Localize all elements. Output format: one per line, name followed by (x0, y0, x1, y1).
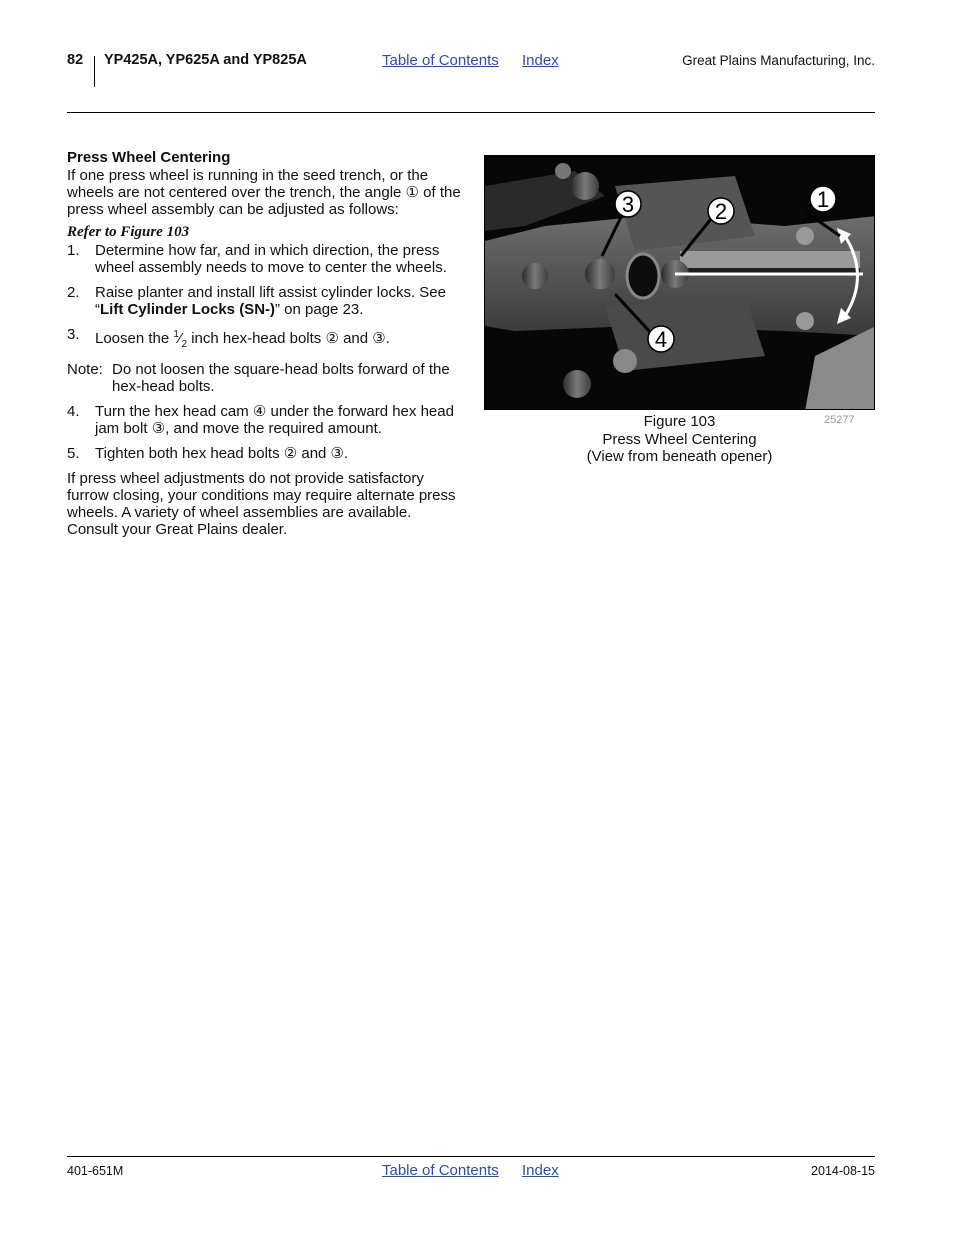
square-head-bolt-top (571, 172, 599, 200)
page-number: 82 (67, 52, 84, 68)
note-label: Note: (67, 361, 103, 378)
callout-2 (708, 198, 734, 224)
square-head-bolt-bottom (563, 370, 591, 398)
bolt-right-upper (796, 227, 814, 245)
step-text: Determine how far, and in which direction, the press wheel assembly needs to move to center the wheels. (95, 242, 447, 276)
document-date: 2014-08-15 (811, 1164, 875, 1178)
step-text-pre: Loosen the (95, 330, 174, 347)
bolt-right-lower (796, 312, 814, 330)
step-number: 4. (67, 403, 80, 420)
fraction-numerator: 1 (173, 329, 179, 340)
callout-4 (648, 326, 674, 352)
step-number: 1. (67, 242, 80, 259)
header-divider (94, 56, 95, 87)
step-2 (67, 284, 462, 318)
footer-index-link[interactable]: Index (522, 1162, 559, 1179)
instructions-column (67, 149, 462, 538)
section-title: Press Wheel Centering (67, 149, 231, 166)
header-rule (67, 112, 875, 113)
step-text (95, 326, 462, 353)
step-text: Turn the hex head cam ④ under the forward hex head jam bolt ③, and move the required amount. (95, 403, 454, 437)
callout-1 (810, 186, 836, 212)
note (67, 361, 462, 395)
fraction-slash: ⁄ (178, 330, 182, 347)
center-hole (627, 254, 659, 298)
header-toc-link[interactable]: Table of Contents (382, 52, 499, 69)
step-text (95, 284, 462, 318)
caption-title: Press Wheel Centering (602, 430, 757, 448)
document-number: 401-651M (67, 1164, 124, 1178)
bolt-top-left (555, 163, 571, 179)
document-title: YP425A, YP625A and YP825A (104, 52, 307, 68)
step-number: 3. (67, 326, 80, 343)
intro-paragraph: If one press wheel is running in the seed trench, or the wheels are not centered over the trench, the angle ① of the press wheel assembly can be adjusted as follows: (67, 167, 461, 218)
callout-3 (615, 191, 641, 217)
fraction-denominator: 2 (181, 339, 188, 350)
hex-head-bolt-3 (585, 259, 615, 289)
company-name: Great Plains Manufacturing, Inc. (682, 53, 875, 68)
header-index-link[interactable]: Index (522, 52, 559, 69)
footer-toc-link[interactable]: Table of Contents (382, 1162, 499, 1179)
step-text-post: inch hex-head bolts ② and ③. (187, 330, 390, 347)
figure-reference: Refer to Figure 103 (67, 224, 190, 240)
closing-paragraph: If press wheel adjustments do not provide satisfactory furrow closing, your conditions may require alternate press wheels. A variety of wheel assemblies are available. Consult your Great Plains dealer. (67, 470, 456, 538)
caption-number: Figure 103 (643, 413, 716, 430)
step-1 (67, 242, 462, 276)
callout-label: 4 (654, 327, 668, 352)
bolt-bottom-mid (613, 349, 637, 373)
step-number: 2. (67, 284, 80, 301)
step-text-post: ” on page 23. (275, 301, 364, 318)
step-4 (67, 403, 462, 437)
caption-subtitle: (View from beneath opener) (586, 448, 773, 465)
step-text-pre: Raise planter and install lift assist cylinder locks. See “ (95, 284, 446, 318)
callout-label: 2 (714, 199, 728, 224)
note-text: Do not loosen the square-head bolts forward of the hex-head bolts. (112, 361, 450, 395)
step-number: 5. (67, 445, 80, 462)
callout-label: 3 (621, 192, 635, 217)
step-text: Tighten both hex head bolts ② and ③. (95, 445, 349, 462)
press-wheel-assembly-illustration (485, 156, 875, 410)
figure-caption (484, 413, 875, 466)
callout-label: 1 (816, 187, 830, 212)
step-5 (67, 445, 462, 462)
step-3 (67, 326, 462, 353)
footer-rule (67, 1156, 875, 1157)
image-code: 25277 (824, 414, 855, 426)
cross-reference-title[interactable]: Lift Cylinder Locks (SN-) (100, 301, 276, 318)
figure-photo (484, 155, 875, 410)
square-head-bolt-left (522, 263, 548, 289)
